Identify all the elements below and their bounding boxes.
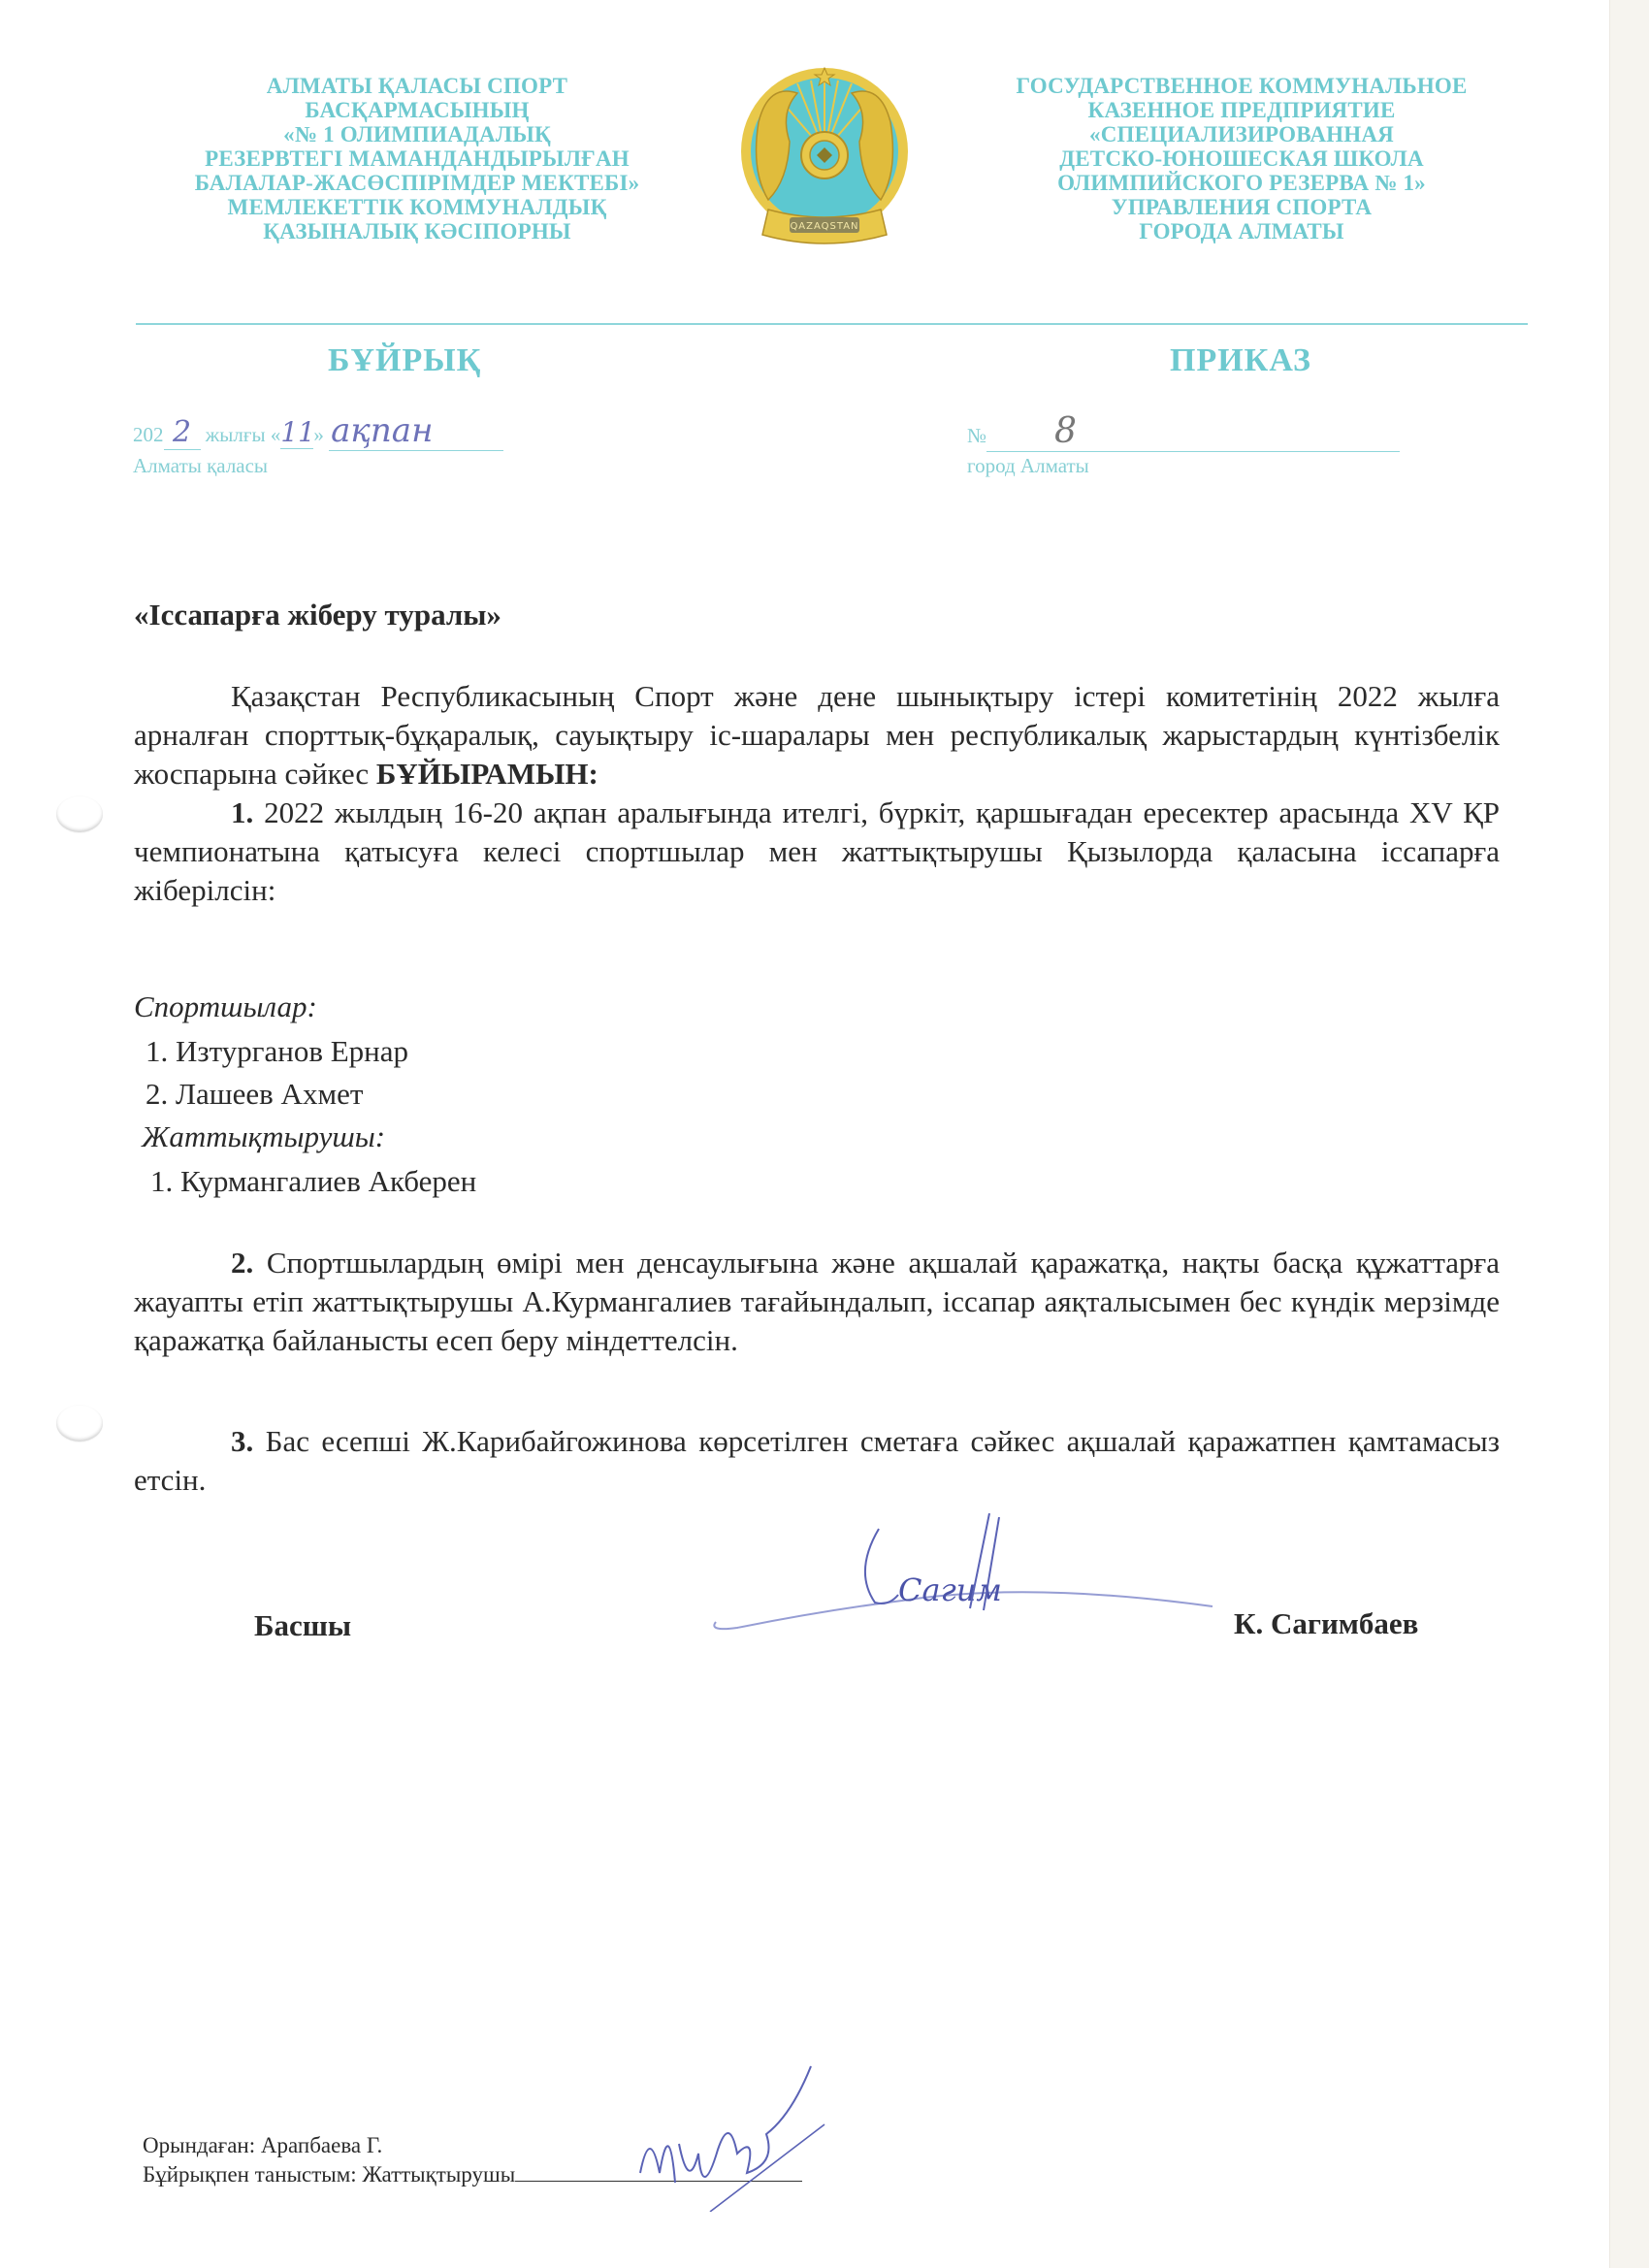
athletes-label-text: Спортшылар: [134,989,317,1023]
letterhead-line: БАСҚАРМАСЫНЫҢ [305,98,530,122]
letterhead-line: УПРАВЛЕНИЯ СПОРТА [1111,195,1373,219]
athlete-item: 2. Лашеев Ахмет [146,1077,364,1111]
letterhead-line: ОЛИМПИЙСКОГО РЕЗЕРВА № 1» [1057,171,1426,195]
letterhead-line: ГОСУДАРСТВЕННОЕ КОММУНАЛЬНОЕ [1016,74,1468,98]
letterhead-line: КАЗЕННОЕ ПРЕДПРИЯТИЕ [1087,98,1396,122]
acknowledgement-text: Бұйрықпен таныстым: Жаттықтырушы [143,2162,516,2187]
date-year-label: жылғы « [205,423,281,446]
signatory-name: К. Сагимбаев [1234,1606,1419,1640]
coach-item: 1. Курмангалиев Акберен [150,1164,477,1198]
letterhead-divider [136,323,1528,325]
intro-paragraph [134,677,1500,794]
date-month: ақпан [329,411,503,451]
letterhead-line: РЕЗЕРВТЕГІ МАМАНДАНДЫРЫЛҒАН [205,146,630,171]
letterhead-line: АЛМАТЫ ҚАЛАСЫ СПОРТ [266,74,568,98]
coach-label-text: Жаттықтырушы: [142,1119,386,1153]
city-kz: Алматы қаласы [133,454,269,477]
date-year-digit: 2 [164,415,201,450]
item-1-text: 2022 жылдың 16-20 ақпан аралығында ителгі, бүркіт, қаршығадан ересектер арасында XV ҚР чемпионатына қатысуға келесі спортшылар мен жаттықтырушы Қызылорда қаласына іссапарға жіберілсін: [134,795,1500,907]
order-title-ru: ПРИКАЗ [1170,342,1311,378]
letterhead-line: МЕМЛЕКЕТТІК КОММУНАЛДЫҚ [227,195,607,219]
athlete-item: 1. Изтурганов Ернар [146,1034,409,1068]
intro-text: Қазақстан Республикасының Спорт және дене шынықтыру істері комитетінің 2022 жылға арналған спорттық-бұқаралық, сауықтыру іс-шаралары мен республикалық жарыстардың күнтізбелік жоспарына сәйкес [134,679,1500,791]
intro-command: БҰЙЫРАМЫН: [375,757,598,791]
item-3 [134,1422,1500,1500]
letterhead-line: БАЛАЛАР-ЖАСӨСПІРІМДЕР МЕКТЕБІ» [194,171,640,195]
emblem-label: QAZAQSTAN [790,221,859,232]
letterhead-kz [136,74,698,243]
item-3-text: Бас есепші Ж.Карибайгожинова көрсетілген сметаға сәйкес ақшалай қаражатпен қамтамасыз етсін. [134,1424,1501,1497]
item-2-number: 2. [231,1246,254,1280]
letterhead-line: «СПЕЦИАЛИЗИРОВАННАЯ [1089,122,1394,146]
number-label: № [967,424,987,447]
order-subject: «Іссапарға жіберу туралы» [134,598,501,632]
item-1 [134,794,1500,910]
letterhead-line: ДЕТСКО-ЮНОШЕСКАЯ ШКОЛА [1059,146,1424,171]
punch-hole [56,1405,103,1442]
executor-line: Орындаған: Арапбаева Г. [143,2133,383,2157]
letterhead-ru [970,74,1513,243]
director-signature-icon [708,1513,1232,1649]
order-number: 8 [986,411,1400,452]
item-2 [134,1244,1500,1360]
item-1-number: 1. [231,795,254,829]
city-ru: город Алматы [967,454,1089,477]
letterhead-line: ГОРОДА АЛМАТЫ [1139,219,1344,243]
signatory-position: Басшы [254,1608,352,1642]
state-emblem-icon [729,54,920,268]
punch-hole [56,795,103,832]
item-2-text: Спортшылардың өмірі мен денсаулығына және ақшалай қаражатқа, нақты басқа құжаттарға жауапты етіп жаттықтырушы А.Курмангалиев тағайындалып, іссапар аяқталысымен бес күндік мерзімде қаражатқа байланысты есеп беру міндеттелсін. [134,1246,1500,1357]
item-3-number: 3. [231,1424,254,1458]
date-day: 11 [280,416,315,448]
letterhead-line: ҚАЗЫНАЛЫҚ КӘСІПОРНЫ [263,219,571,243]
signature-handwriting: Сагим [898,1571,1002,1608]
scan-edge-strip [1609,0,1649,2268]
date-quote: » [313,423,324,446]
letterhead-line: «№ 1 ОЛИМПИАДАЛЫҚ [283,122,551,146]
athletes-label [134,988,317,1026]
coach-signature-icon [621,2057,854,2212]
order-date-line [133,411,503,451]
coach-label [142,1118,385,1156]
date-prefix: 202 [133,423,164,446]
order-number-line [967,411,1400,452]
order-title-kz: БҰЙРЫҚ [328,342,482,378]
